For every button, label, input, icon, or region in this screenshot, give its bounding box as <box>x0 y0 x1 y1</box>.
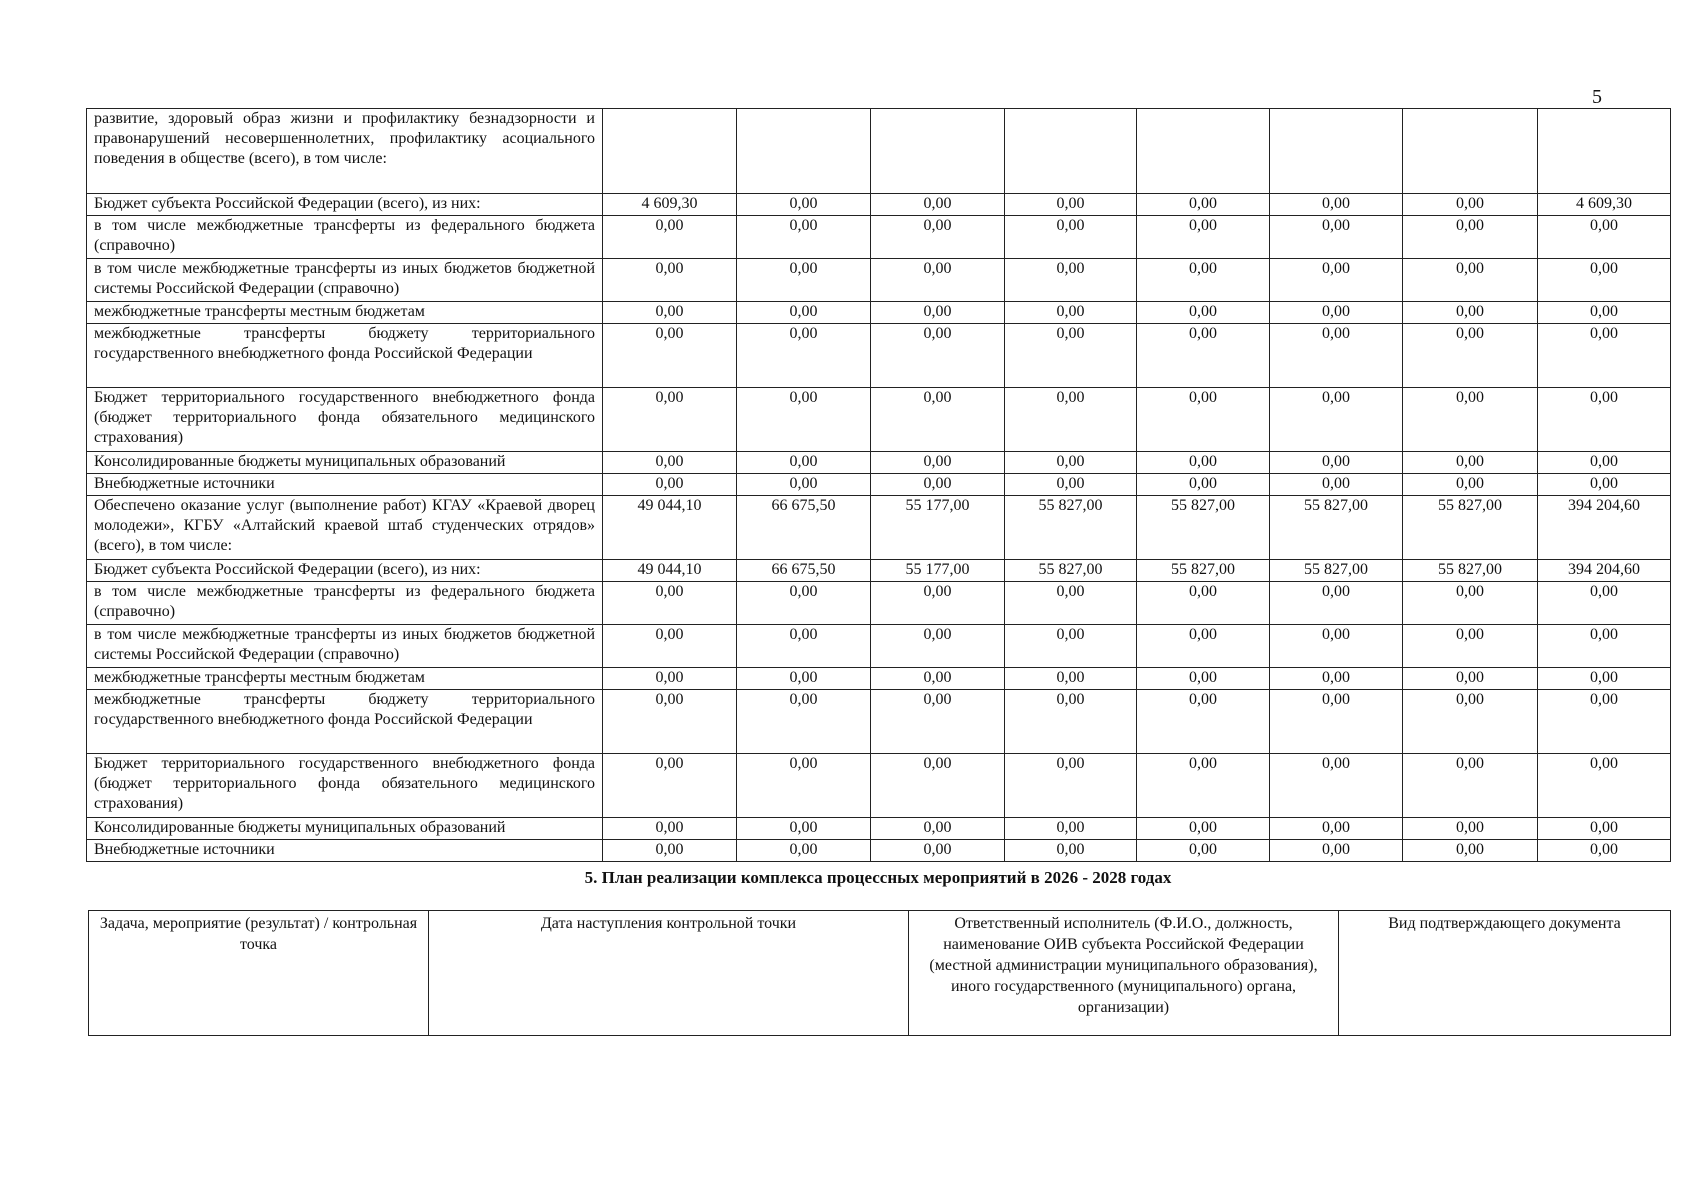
value-cell: 0,00 <box>1137 452 1270 474</box>
row-label: Бюджет субъекта Российской Федерации (всего), из них: <box>87 560 603 582</box>
value-cell: 0,00 <box>1005 582 1137 625</box>
row-label: в том числе межбюджетные трансферты из федерального бюджета (справочно) <box>87 582 603 625</box>
value-cell: 0,00 <box>1403 388 1538 452</box>
value-cell <box>1137 109 1270 194</box>
value-cell: 0,00 <box>1538 452 1671 474</box>
value-cell: 0,00 <box>737 259 871 302</box>
value-cell: 0,00 <box>1538 259 1671 302</box>
value-cell: 66 675,50 <box>737 560 871 582</box>
value-cell: 0,00 <box>1270 194 1403 216</box>
value-cell: 0,00 <box>603 668 737 690</box>
table-row <box>87 840 1671 862</box>
value-cell: 0,00 <box>1270 690 1403 754</box>
value-cell: 0,00 <box>1270 474 1403 496</box>
value-cell: 0,00 <box>1403 259 1538 302</box>
value-cell: 0,00 <box>1005 818 1137 840</box>
value-cell: 0,00 <box>1137 668 1270 690</box>
table-row <box>87 324 1671 388</box>
value-cell: 0,00 <box>1270 582 1403 625</box>
value-cell: 0,00 <box>871 840 1005 862</box>
value-cell: 0,00 <box>1270 452 1403 474</box>
value-cell: 49 044,10 <box>603 496 737 560</box>
row-label: Бюджет территориального государственного внебюджетного фонда (бюджет территориального фонда обязательного медицинского страхования) <box>87 388 603 452</box>
value-cell: 0,00 <box>737 625 871 668</box>
value-cell: 0,00 <box>1137 690 1270 754</box>
value-cell: 0,00 <box>1137 259 1270 302</box>
value-cell: 0,00 <box>737 582 871 625</box>
value-cell: 0,00 <box>603 474 737 496</box>
value-cell: 0,00 <box>1538 216 1671 259</box>
value-cell: 0,00 <box>1137 474 1270 496</box>
value-cell: 0,00 <box>871 690 1005 754</box>
table-row <box>87 690 1671 754</box>
value-cell: 55 177,00 <box>871 560 1005 582</box>
value-cell: 0,00 <box>871 474 1005 496</box>
table-row <box>87 496 1671 560</box>
value-cell: 55 827,00 <box>1403 560 1538 582</box>
value-cell: 0,00 <box>1005 452 1137 474</box>
value-cell: 0,00 <box>603 452 737 474</box>
value-cell <box>1538 109 1671 194</box>
value-cell: 0,00 <box>1403 452 1538 474</box>
value-cell: 55 827,00 <box>1005 496 1137 560</box>
value-cell: 0,00 <box>1538 754 1671 818</box>
table-row <box>87 625 1671 668</box>
value-cell: 0,00 <box>603 388 737 452</box>
value-cell: 0,00 <box>1403 818 1538 840</box>
value-cell: 0,00 <box>1403 582 1538 625</box>
value-cell: 0,00 <box>1137 582 1270 625</box>
value-cell: 0,00 <box>1137 818 1270 840</box>
table-row <box>87 560 1671 582</box>
budget-table-body <box>87 109 1671 862</box>
plan-header-date: Дата наступления контрольной точки <box>429 911 909 1036</box>
table-row <box>87 582 1671 625</box>
table-row <box>87 109 1671 194</box>
value-cell: 0,00 <box>1137 194 1270 216</box>
value-cell: 0,00 <box>871 302 1005 324</box>
value-cell: 0,00 <box>1403 216 1538 259</box>
value-cell: 55 827,00 <box>1270 496 1403 560</box>
value-cell: 0,00 <box>1005 690 1137 754</box>
value-cell: 0,00 <box>871 668 1005 690</box>
value-cell: 0,00 <box>1403 324 1538 388</box>
value-cell: 55 827,00 <box>1137 560 1270 582</box>
value-cell: 0,00 <box>737 388 871 452</box>
value-cell: 66 675,50 <box>737 496 871 560</box>
row-label: Внебюджетные источники <box>87 840 603 862</box>
value-cell: 0,00 <box>1270 625 1403 668</box>
value-cell: 4 609,30 <box>603 194 737 216</box>
value-cell: 0,00 <box>1270 840 1403 862</box>
plan-table <box>88 910 1671 1036</box>
value-cell: 0,00 <box>737 474 871 496</box>
value-cell: 0,00 <box>1270 818 1403 840</box>
value-cell: 0,00 <box>1270 388 1403 452</box>
value-cell: 0,00 <box>1137 840 1270 862</box>
plan-header-row <box>89 911 1671 1036</box>
value-cell: 0,00 <box>1538 474 1671 496</box>
value-cell: 0,00 <box>1270 668 1403 690</box>
value-cell: 0,00 <box>871 259 1005 302</box>
value-cell: 0,00 <box>871 452 1005 474</box>
table-row <box>87 302 1671 324</box>
value-cell: 0,00 <box>1403 754 1538 818</box>
value-cell: 0,00 <box>871 194 1005 216</box>
value-cell: 0,00 <box>1538 324 1671 388</box>
value-cell: 0,00 <box>603 690 737 754</box>
value-cell: 0,00 <box>871 388 1005 452</box>
value-cell: 0,00 <box>1005 668 1137 690</box>
value-cell: 0,00 <box>603 840 737 862</box>
value-cell: 0,00 <box>603 216 737 259</box>
plan-header-task: Задача, мероприятие (результат) / контрольная точка <box>89 911 429 1036</box>
value-cell: 0,00 <box>871 754 1005 818</box>
value-cell: 0,00 <box>737 194 871 216</box>
value-cell: 55 827,00 <box>1005 560 1137 582</box>
value-cell: 0,00 <box>1137 324 1270 388</box>
value-cell <box>1403 109 1538 194</box>
row-label: межбюджетные трансферты местным бюджетам <box>87 668 603 690</box>
value-cell: 0,00 <box>871 216 1005 259</box>
row-label: Обеспечено оказание услуг (выполнение работ) КГАУ «Краевой дворец молодежи», КГБУ «Алтайский краевой штаб студенческих отрядов» (всего), в том числе: <box>87 496 603 560</box>
value-cell: 0,00 <box>1005 840 1137 862</box>
value-cell: 0,00 <box>603 324 737 388</box>
value-cell: 0,00 <box>737 216 871 259</box>
value-cell: 394 204,60 <box>1538 560 1671 582</box>
value-cell: 0,00 <box>737 452 871 474</box>
value-cell: 0,00 <box>737 840 871 862</box>
value-cell: 55 827,00 <box>1137 496 1270 560</box>
value-cell: 0,00 <box>737 324 871 388</box>
value-cell: 0,00 <box>871 818 1005 840</box>
value-cell: 0,00 <box>603 302 737 324</box>
value-cell: 0,00 <box>1403 474 1538 496</box>
row-label: межбюджетные трансферты бюджету территориального государственного внебюджетного фонда Российской Федерации <box>87 690 603 754</box>
table-row <box>87 474 1671 496</box>
table-row <box>87 754 1671 818</box>
value-cell: 0,00 <box>1270 754 1403 818</box>
value-cell: 0,00 <box>603 754 737 818</box>
value-cell: 0,00 <box>603 582 737 625</box>
value-cell: 0,00 <box>603 818 737 840</box>
section-title: 5. План реализации комплекса процессных мероприятий в 2026 - 2028 годах <box>584 868 1172 887</box>
value-cell: 0,00 <box>1137 302 1270 324</box>
value-cell: 394 204,60 <box>1538 496 1671 560</box>
value-cell: 0,00 <box>1403 668 1538 690</box>
value-cell <box>737 109 871 194</box>
value-cell <box>871 109 1005 194</box>
value-cell: 0,00 <box>1538 668 1671 690</box>
value-cell: 0,00 <box>1005 388 1137 452</box>
value-cell: 55 827,00 <box>1270 560 1403 582</box>
value-cell: 0,00 <box>737 754 871 818</box>
row-label: Консолидированные бюджеты муниципальных образований <box>87 452 603 474</box>
table-row <box>87 668 1671 690</box>
value-cell: 0,00 <box>1403 690 1538 754</box>
value-cell: 0,00 <box>1270 324 1403 388</box>
value-cell: 0,00 <box>1403 840 1538 862</box>
row-label: Бюджет субъекта Российской Федерации (всего), из них: <box>87 194 603 216</box>
value-cell: 0,00 <box>737 690 871 754</box>
table-row <box>87 452 1671 474</box>
value-cell: 0,00 <box>1005 216 1137 259</box>
row-label: межбюджетные трансферты бюджету территориального государственного внебюджетного фонда Российской Федерации <box>87 324 603 388</box>
value-cell: 0,00 <box>1270 259 1403 302</box>
value-cell: 55 177,00 <box>871 496 1005 560</box>
row-label: Внебюджетные источники <box>87 474 603 496</box>
value-cell: 0,00 <box>1005 474 1137 496</box>
value-cell: 0,00 <box>1137 216 1270 259</box>
value-cell: 0,00 <box>1538 388 1671 452</box>
plan-header-document: Вид подтверждающего документа <box>1339 911 1671 1036</box>
value-cell: 0,00 <box>871 625 1005 668</box>
value-cell: 55 827,00 <box>1403 496 1538 560</box>
value-cell: 0,00 <box>1403 302 1538 324</box>
value-cell: 0,00 <box>871 324 1005 388</box>
value-cell: 0,00 <box>871 582 1005 625</box>
row-label: в том числе межбюджетные трансферты из федерального бюджета (справочно) <box>87 216 603 259</box>
row-label: в том числе межбюджетные трансферты из иных бюджетов бюджетной системы Российской Федерации (справочно) <box>87 625 603 668</box>
table-row <box>87 216 1671 259</box>
row-label: межбюджетные трансферты местным бюджетам <box>87 302 603 324</box>
value-cell: 0,00 <box>1538 582 1671 625</box>
row-label: Бюджет территориального государственного внебюджетного фонда (бюджет территориального фонда обязательного медицинского страхования) <box>87 754 603 818</box>
value-cell: 0,00 <box>603 259 737 302</box>
budget-table <box>86 108 1671 862</box>
value-cell: 4 609,30 <box>1538 194 1671 216</box>
value-cell: 0,00 <box>737 668 871 690</box>
value-cell: 0,00 <box>1270 302 1403 324</box>
row-label: Консолидированные бюджеты муниципальных образований <box>87 818 603 840</box>
page-number: 5 <box>1592 86 1602 108</box>
value-cell: 0,00 <box>1005 259 1137 302</box>
row-label: развитие, здоровый образ жизни и профилактику безнадзорности и правонарушений несовершеннолетних, профилактику асоциального поведения в обществе (всего), в том числе: <box>87 109 603 194</box>
value-cell: 0,00 <box>1005 194 1137 216</box>
value-cell <box>1270 109 1403 194</box>
value-cell <box>1005 109 1137 194</box>
value-cell: 0,00 <box>1137 754 1270 818</box>
value-cell: 0,00 <box>1005 302 1137 324</box>
table-row <box>87 388 1671 452</box>
value-cell: 0,00 <box>1403 194 1538 216</box>
value-cell: 0,00 <box>1538 818 1671 840</box>
value-cell: 0,00 <box>1137 625 1270 668</box>
value-cell: 0,00 <box>1005 754 1137 818</box>
value-cell: 0,00 <box>1005 625 1137 668</box>
value-cell: 0,00 <box>1538 690 1671 754</box>
plan-header-responsible: Ответственный исполнитель (Ф.И.О., должность, наименование ОИВ субъекта Российской Федерации (местной администрации муниципального образования), иного государственного (муниципального) органа, организации) <box>909 911 1339 1036</box>
table-row <box>87 259 1671 302</box>
value-cell: 0,00 <box>737 302 871 324</box>
row-label: в том числе межбюджетные трансферты из иных бюджетов бюджетной системы Российской Федерации (справочно) <box>87 259 603 302</box>
value-cell: 0,00 <box>1403 625 1538 668</box>
value-cell <box>603 109 737 194</box>
value-cell: 0,00 <box>1005 324 1137 388</box>
value-cell: 0,00 <box>1270 216 1403 259</box>
value-cell: 49 044,10 <box>603 560 737 582</box>
table-row <box>87 818 1671 840</box>
value-cell: 0,00 <box>737 818 871 840</box>
value-cell: 0,00 <box>1538 840 1671 862</box>
value-cell: 0,00 <box>1137 388 1270 452</box>
value-cell: 0,00 <box>603 625 737 668</box>
table-row <box>87 194 1671 216</box>
value-cell: 0,00 <box>1538 302 1671 324</box>
value-cell: 0,00 <box>1538 625 1671 668</box>
